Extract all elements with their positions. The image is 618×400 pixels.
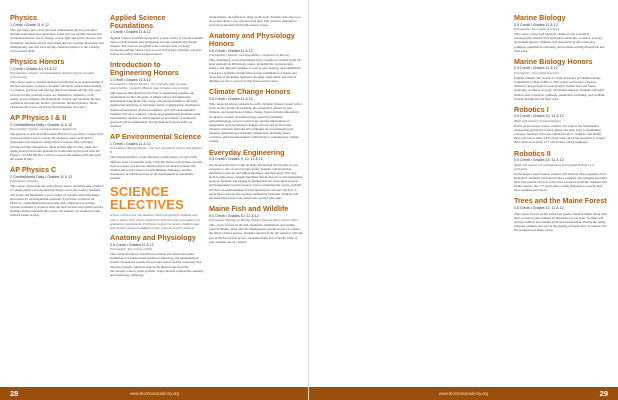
course-title: Maine Fish and Wildlife xyxy=(209,204,289,214)
course-description: In this project-based course, students will build on their experience from Robotics I. Students will research more complex robot designs and build their own custom robots to solve more advanced problems. Students will further explore the C++ and Python coding languages to operate their more sophisticated robots. xyxy=(514,171,607,193)
course-title: Trees and the Maine Forest xyxy=(514,196,607,206)
course-description: Our modern lifestyle is built on many mechanical devices that we use everyday to rely on for everyday living. Students will learn basic mechanical concepts and simple machines, and then apply what they learn to make more complex machines that model real-world engineering projects. Students will engage in engineering labs, prescribed projects, and independent creative projects. Upon completing the course, students will have an understanding of basic mechanical concepts and how to apply those concepts into solving engineering problems. Students will use hand-held power tools, hand tools, and hot glue guns. xyxy=(209,162,303,200)
course-description: This course introduces anatomical positions and directional terms, maintenance of homeostasis, medical terminology, the integumentary system, the skeletal system, the eyes and vision, and the respiratory and digestive systems. Students explore the human body from the microscopic scale to organ systems. Topics include comparative anatomy and physiology, pathology, xyxy=(110,252,204,277)
right-footer-bar xyxy=(309,387,618,400)
course-title: Marine Biology xyxy=(514,14,566,22)
footer-url-link-left[interactable]: www.thorntonacademy.org xyxy=(129,390,180,396)
course-title: Applied Science Foundations xyxy=(110,14,166,30)
course-meta: 1 Credit • Grades 11 & 12 xyxy=(110,77,151,82)
course-description: This course focuses on the native tree species found in Maine along with their ecological and commercial importance to our state. Students will develop skills in tree identification and measurement. During the spring semester, students take part in the tapping of maple trees on campus and the production of maple syrup. xyxy=(514,211,607,233)
course-description: This interdisciplinary course embraces a wide variety of topics from different areas of scientific study. Unifying themes will include concepts such as science as a process, human impact on natural systems, the cultural and social context of environmental challenges, and the dependence of human survival on the development of sustainable systems. xyxy=(110,155,203,181)
left-footer-bar xyxy=(0,387,309,400)
right-column-1 xyxy=(514,14,608,237)
course-meta: 0.5 Credit • Grades 11 & 12 xyxy=(209,96,253,101)
course-section xyxy=(10,114,104,161)
course-description: biomechanics, and effects of aging on the body. Students who choose to do so may dissect cow eyes and fetal pigs. This course is designed to serve those interested in health-related careers. xyxy=(209,15,301,28)
course-section xyxy=(10,166,104,217)
course-prerequisite: Prerequisites: Teacher recommendation, Algebra II xyxy=(10,127,76,132)
right-page xyxy=(309,0,618,400)
course-meta: 0.5 Credit • Grades 10, 11 & 12 xyxy=(514,158,564,163)
course-meta: 0.5 Credit • Grades 11 & 12 xyxy=(514,22,558,27)
course-prerequisite: Prerequisite: Biology or Biology Honors (may be taken concurrently) xyxy=(209,218,298,223)
course-meta: 0.5 Credit • Grades 10, 11 & 12 xyxy=(209,213,259,218)
course-section xyxy=(209,15,303,27)
course-prerequisite: Prerequisite: Two credits of science xyxy=(514,70,560,75)
course-section xyxy=(514,14,608,53)
left-column-1 xyxy=(10,14,104,223)
course-description: This rigorous introduction to the field of engineering satisfies one requirement for the University of Maine School of Engineering Articulation Agreement. The course will expose students to the basic engineering principles of four major fields of engineering: mechanical, chemical/biomedical, electrical/computer, and civil/environmental. Students will solve complex, college-level engineering problems using experimental, analytical, and/or numerical procedures. A teamwork approach will be emphasized. Strong math and physics skills are required. xyxy=(110,91,201,129)
footer-url-link-right[interactable]: www.thorntonacademy.org xyxy=(438,390,489,396)
course-meta: 2 Credits/Meets Daily • Grades 11 & 12 xyxy=(10,122,73,127)
course-meta: 1 Credit • Grades 11 & 12 xyxy=(110,30,151,35)
course-section xyxy=(209,205,303,244)
course-section xyxy=(10,58,104,109)
course-section xyxy=(110,61,204,128)
course-section xyxy=(514,58,608,101)
course-meta: 2 Credits/Meets Daily • Grades 11 & 12 xyxy=(10,174,73,179)
course-meta: 1 Credit • Grades 11 & 12 xyxy=(110,141,151,146)
course-prerequisite: (Both with teacher recommendation) xyxy=(514,118,561,123)
course-title: Introduction to Engineering Honors xyxy=(110,60,179,77)
left-column-3 xyxy=(209,14,303,249)
course-section xyxy=(110,14,204,56)
course-title: Climate Change Honors xyxy=(209,87,291,97)
course-description: This course covers both physical, chemical, and geological oceanography; marine flora and fauna; taxonomy, evolution, ecology, and human impacts. Students will build skills in data collection, synthesis, quantitative reasoning, and problem-solving through lab and field work. xyxy=(514,32,605,53)
course-title: Everyday Engineering xyxy=(209,147,285,157)
course-description: This course will include the same physics topics, including labs, required of college physics and engineering majors across the country. Students will derive and implement a great variety of calculus-based mechanics and electricity and magnetism equations. Even more so than in AP Physics C, multidimensional reasoning and competence in solving calculus problems is required. Only the most serious and capable physics students should undertake this course. All students are required to take both AP exams in May. xyxy=(10,184,104,218)
science-electives-heading: SCIENCE ELECTIVES xyxy=(110,184,185,213)
course-title: Physics xyxy=(10,14,38,22)
course-meta: 1 Credit • Grade 11 & 12 xyxy=(10,22,49,27)
course-meta: 0.5 Credit • Grades 10, 11 & 12 xyxy=(514,206,564,211)
course-title: Physics Honors xyxy=(10,56,65,66)
course-description: This year-long class covers the most fundamental physics principles through exploration and application. Units of focus include: motion and accelerated motion, forces, energy, waves, light and optics, electric, and hydraulics. Students will get their hands dirty by creating, dissecting, and manipulating, and will leave having connected physics to the working world around them. xyxy=(10,28,104,53)
course-meta: 1 Credit • Grades 10, 11 & 12 xyxy=(10,66,57,71)
course-prerequisite: Prerequisites: Physics Honors - Pre-Calculus (may be taken concurrently), Chemistry Honors (may be taken concurrently) xyxy=(110,82,189,90)
course-title: Robotics II xyxy=(514,148,551,158)
course-prerequisite: (Both with teacher recommendation) Prerequisite Robotics I or equivalent xyxy=(514,162,595,171)
course-title: Robotics I xyxy=(514,104,549,114)
course-title: Marine Biology Honors xyxy=(514,56,593,66)
course-section xyxy=(209,149,303,200)
course-meta: 0.5 Credit • Grades 11 & 12 xyxy=(514,66,558,71)
course-title: AP Physics C xyxy=(10,165,57,175)
course-description: Applied Science Foundations explores a wide variety of current scientific topics to help students near graduation become scientifically literate citizens. The class covers global-scale concepts such as energy production and the carbon cycle as well as everyday scientific concepts such as fire safety and food preservation. xyxy=(110,35,204,57)
course-description: In this project-based course, students will explore the fundamental engineering principles of robot design and learn basic programming concepts. Students will work collaboratively to construct and modify their own robots using VEX robotics kits and write programs to control their robots in both the C++ and Python coding languages. xyxy=(514,123,606,145)
left-column-2 xyxy=(110,14,204,282)
course-section xyxy=(110,234,204,277)
course-section xyxy=(209,32,303,83)
course-title: AP Environmental Science xyxy=(110,132,201,142)
course-prerequisite: Prerequisites: Teacher recommendation, completion of Biology xyxy=(209,53,290,58)
course-section xyxy=(514,150,608,193)
page-number-left: 28 xyxy=(10,389,19,398)
science-electives-note: Science electives are one semester classes designed for students who wish to add to their science experience. Electives may not replace core graduation requirements. Preference is given to seniors. Students may take elective classes in addition to their required science class(es). xyxy=(110,213,201,230)
course-title: Anatomy and Physiology Honors xyxy=(209,31,295,49)
course-prerequisite: Prerequisite Calculus xyxy=(10,179,38,184)
course-prerequisite: Prerequisites: Teacher recommendation, Algebra II (may be taken concurrently) xyxy=(10,71,95,80)
course-section xyxy=(209,88,303,144)
course-title: Anatomy and Physiology xyxy=(110,233,196,243)
course-prerequisite: Prerequisite: Biology Honors, one year of physical science and Algebra II xyxy=(110,146,202,155)
course-prerequisite: Prerequisite: Two credits of science xyxy=(514,27,560,32)
page-number-right: 29 xyxy=(599,389,608,398)
course-meta: 0.5 Credit • Grades 10, 11 & 12 xyxy=(514,114,564,119)
course-description: This challenging course investigates body systems not studied in the CP-level Anatomy & Physiology course, including the cardiovascular, urinary, and digestive systems, as well as ears, hearing, and equilibrium. Laboratory activities include microscopic examination of tissues and dissection of the kidney and heart. Reading, study skills, and critical thinking are key to success in this honors-level course. xyxy=(209,58,302,83)
course-description: This course introduces students to earth's dynamic climate system with a focus on the current environment, the perspective offered by past climates, and projections of future change. Topics include atmospheric circulation, weather and meteorology, seasonal variability, paleoclimatology, sea level, glaciology, and the implications of temperature and precipitation changes on local and global scales. Students will learn field and lab techniques for reconstructing past climates, gathering and analyzing climate data, modeling future scenarios, and assessing human contributions to contemporary climate change. xyxy=(209,102,302,144)
course-section xyxy=(514,197,608,232)
course-description: The purpose of Advanced Placement Physics is to provide a college level course in physics and to prepare the student to seek credit and/or appropriate placement in college physics courses.They will apply problem solving strategies for much of their time in class, while also taking notes from lecture material for homework.Topics from both AP Physics 1 and AP Physics 2 will be covered and students will take both AP exams in May. xyxy=(10,132,104,162)
course-description: This course focuses on the fish, mammals, amphibians, and reptiles found in Maine, along with the management systems in place to ensure the future of these species. Students enrolled in the fall semester will take part in the TA squirrel project, an annual mark and recapture study of gray squirrels on our campus. xyxy=(209,223,303,244)
course-description: This course seeks to expand students' introduction to an understanding of the first principles of physics. Students will apply gained understanding to complex, practical, and relevant physical problem solving. The areas of focus for this yearlong course are: kinematics, dynamics, work, energy, power, impulse and momentum, circular and rotational motion, oscillation and periodic motion, gravitation, thermodynamics, fluids, vibrations and waves, electricity and magnetism, and optics. xyxy=(10,80,104,109)
course-section xyxy=(10,14,104,53)
course-section xyxy=(110,133,204,180)
course-title: AP Physics I & II xyxy=(10,113,67,123)
course-meta: 0.5 Credit • Grades 11 & 12 xyxy=(209,48,253,53)
course-meta: 0.5 Credit • Grades 9, 10, 11 & 12 xyxy=(209,157,263,162)
course-prerequisite: Prerequisite: Two science credits xyxy=(110,247,153,252)
course-section xyxy=(514,106,608,145)
course-meta: 0.5 Credit • Grades 11 & 12 xyxy=(110,242,154,247)
course-description: Eligible students will receive 4 credits in science at Southern Maine Community College (SMCC). This course covers basic physical, chemical, and geological oceanography; marine flora and fauna; taxonomy, evolution, ecology, and human impacts. Students will build skills in data collection, synthesis, quantitative reasoning, and problem-solving through lab and field work. xyxy=(514,75,606,101)
